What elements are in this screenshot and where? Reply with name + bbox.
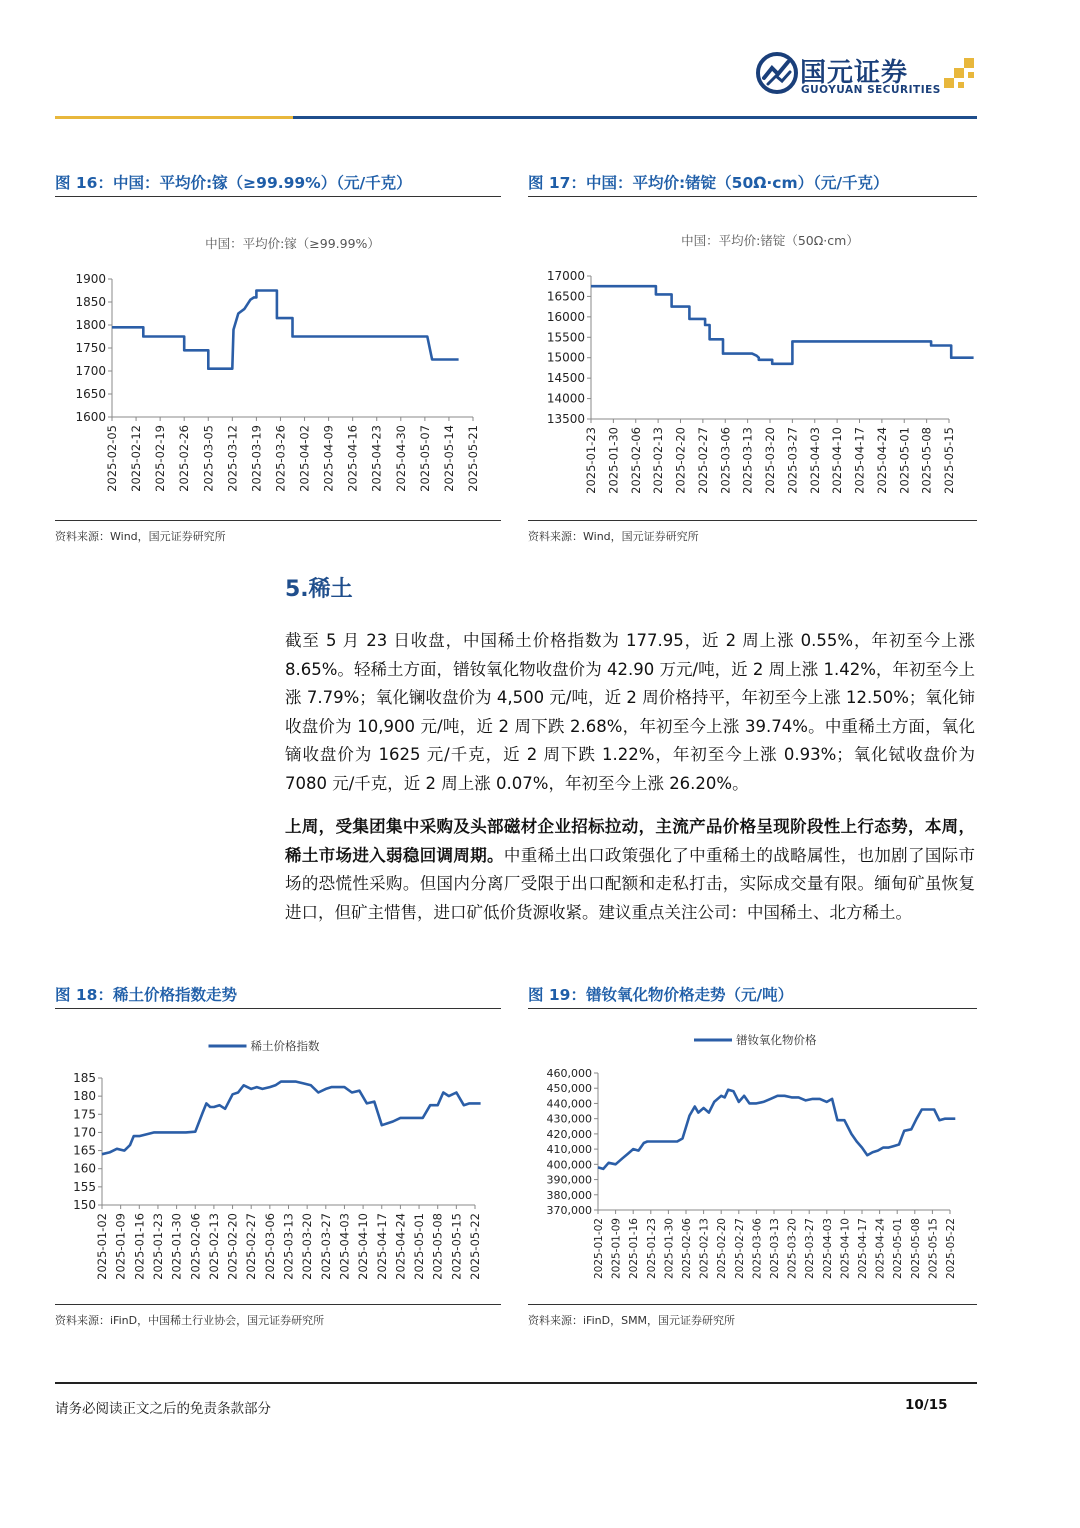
- series-line: [112, 291, 459, 369]
- y-tick-label: 1600: [75, 410, 106, 424]
- x-tick-label: 2025-01-30: [606, 427, 621, 494]
- x-tick-label: 2025-02-12: [129, 425, 144, 492]
- x-tick-label: 2025-02-13: [206, 1213, 221, 1280]
- y-tick-label: 165: [73, 1143, 96, 1158]
- x-tick-label: 2025-04-10: [839, 1218, 852, 1280]
- x-tick-label: 2025-02-20: [225, 1213, 240, 1280]
- legend-label: 稀土价格指数: [250, 1039, 320, 1053]
- x-tick-label: 2025-05-14: [441, 425, 456, 492]
- y-tick-label: 16000: [546, 309, 585, 324]
- y-tick-label: 400,000: [546, 1158, 592, 1172]
- guoyuan-logo-icon: [756, 52, 798, 94]
- x-tick-label: 2025-02-06: [188, 1213, 203, 1280]
- y-tick-label: 1700: [75, 364, 106, 378]
- x-tick-label: 2025-01-16: [132, 1213, 147, 1280]
- x-tick-label: 2025-04-17: [374, 1213, 389, 1280]
- x-tick-label: 2025-05-01: [897, 427, 912, 494]
- fig19-source: 资料来源：iFinD，SMM，国元证券研究所: [528, 1314, 736, 1327]
- fig19-chart: [528, 1030, 977, 1300]
- header-rule-gold: [55, 116, 293, 119]
- section-paragraph-1: 截至 5 月 23 日收盘，中国稀土价格指数为 177.95，近 2 周上涨 0.55%，年初至今上涨 8.65%。轻稀土方面，镨钕氧化物收盘价为 42.90 万元/吨，近 2 周上涨 1.42%，年初至今上涨 7.79%；氧化镧收盘价为 4,500 元/吨，近 2 周价格持平，年初至今上涨 12.50%；氧化铈收盘价为 10,900 元/吨，近 2 周下跌 2.68%，年初至今上涨 39.74%。中重稀土方面，氧化镝收盘价为 1625 元/千克，近 2 周下跌 1.22%，年初至今上涨 0.93%；氧化铽收盘价为 7080 元/千克，近 2 周上涨 0.07%，年初至今上涨 26.20%。: [285, 631, 975, 793]
- x-tick-label: 2025-03-06: [751, 1218, 764, 1280]
- x-tick-label: 2025-05-01: [412, 1213, 427, 1280]
- x-tick-label: 2025-02-13: [698, 1218, 711, 1280]
- x-tick-label: 2025-04-09: [321, 425, 336, 492]
- footer-rule: [55, 1382, 977, 1384]
- x-tick-label: 2025-01-23: [584, 427, 598, 494]
- x-tick-label: 2025-03-26: [273, 425, 288, 492]
- fig18-title: 图 18：稀土价格指数走势: [55, 986, 237, 1004]
- legend-label: 镨钕氧化物价格: [736, 1033, 817, 1047]
- x-tick-label: 2025-01-23: [645, 1218, 658, 1280]
- x-tick-label: 2025-02-27: [733, 1218, 746, 1280]
- y-tick-label: 170: [73, 1125, 96, 1140]
- fig16-source: 资料来源：Wind，国元证券研究所: [55, 530, 226, 543]
- x-tick-label: 2025-01-02: [95, 1213, 109, 1280]
- x-tick-label: 2025-03-06: [262, 1213, 277, 1280]
- x-tick-label: 2025-05-08: [919, 427, 934, 494]
- fig17-source: 资料来源：Wind，国元证券研究所: [528, 530, 699, 543]
- y-tick-label: 160: [73, 1161, 96, 1176]
- fig16-divider: [55, 196, 501, 197]
- fig17-bottom-rule: [528, 520, 977, 521]
- y-tick-label: 13500: [546, 412, 585, 426]
- y-tick-label: 1750: [75, 341, 106, 355]
- logo-text-en: GUOYUAN SECURITIES: [801, 84, 941, 96]
- header-rule-blue: [293, 116, 977, 119]
- series-line: [591, 286, 974, 364]
- x-tick-label: 2025-04-30: [393, 425, 408, 492]
- x-tick-label: 2025-04-17: [857, 1218, 869, 1280]
- fig19-bottom-rule: [528, 1304, 977, 1305]
- y-tick-label: 16500: [546, 289, 585, 304]
- x-tick-label: 2025-02-27: [695, 427, 710, 494]
- y-tick-label: 155: [73, 1179, 96, 1194]
- x-tick-label: 2025-03-13: [740, 427, 755, 494]
- x-tick-label: 2025-05-08: [909, 1218, 922, 1280]
- x-tick-label: 2025-04-10: [356, 1213, 371, 1280]
- series-line: [102, 1082, 481, 1155]
- y-tick-label: 1650: [75, 387, 106, 401]
- fig16-bottom-rule: [55, 520, 501, 521]
- y-tick-label: 17000: [546, 269, 585, 283]
- chart-title: 中国：平均价:锗锭（50Ω·cm）: [681, 233, 859, 248]
- x-tick-label: 2025-03-19: [249, 425, 264, 492]
- y-tick-label: 420,000: [546, 1127, 592, 1141]
- x-tick-label: 2025-02-20: [673, 427, 688, 494]
- x-tick-label: 2025-04-17: [852, 427, 867, 494]
- y-tick-label: 175: [73, 1107, 96, 1122]
- y-tick-label: 410,000: [546, 1143, 592, 1157]
- y-tick-label: 14500: [546, 371, 585, 386]
- x-tick-label: 2025-03-13: [769, 1218, 781, 1280]
- x-tick-label: 2025-03-13: [281, 1213, 296, 1280]
- footer-disclaimer: 请务必阅读正文之后的免责条款部分: [55, 1401, 271, 1417]
- y-tick-label: 460,000: [546, 1067, 592, 1080]
- x-tick-label: 2025-02-27: [244, 1213, 259, 1280]
- x-tick-label: 2025-03-27: [318, 1213, 333, 1280]
- paragraph-2-bold: 上周，受集团集中采购及头部磁材企业招标拉动，主流产品价格呈现阶段性上行态势，本周，稀土市场进入弱稳回调周期。: [285, 817, 975, 865]
- x-tick-label: 2025-01-09: [610, 1218, 623, 1280]
- x-tick-label: 2025-01-23: [150, 1213, 165, 1280]
- x-tick-label: 2025-01-30: [169, 1213, 184, 1280]
- x-tick-label: 2025-01-02: [593, 1218, 605, 1280]
- fig16-title: 图 16：中国：平均价:镓（≥99.99%）（元/千克）: [55, 174, 412, 192]
- y-tick-label: 14000: [546, 391, 585, 406]
- x-tick-label: 2025-01-30: [663, 1218, 676, 1280]
- x-tick-label: 2025-01-09: [113, 1213, 128, 1280]
- x-tick-label: 2025-05-08: [430, 1213, 445, 1280]
- x-tick-label: 2025-04-10: [830, 427, 845, 494]
- x-tick-label: 2025-05-15: [449, 1213, 464, 1280]
- chart-title: 中国：平均价:镓（≥99.99%）: [205, 236, 380, 251]
- x-tick-label: 2025-02-26: [177, 425, 192, 492]
- x-tick-label: 2025-05-15: [942, 427, 956, 494]
- x-tick-label: 2025-04-24: [874, 1218, 887, 1280]
- x-tick-label: 2025-04-24: [393, 1213, 408, 1280]
- x-tick-label: 2025-02-06: [681, 1218, 693, 1280]
- fig18-bottom-rule: [55, 1304, 501, 1305]
- x-tick-label: 2025-02-05: [105, 425, 119, 492]
- y-tick-label: 15000: [546, 350, 585, 365]
- series-line: [598, 1090, 955, 1169]
- y-tick-label: 180: [73, 1089, 96, 1104]
- x-tick-label: 2025-05-21: [466, 425, 480, 492]
- x-tick-label: 2025-02-06: [628, 427, 643, 494]
- x-tick-label: 2025-03-12: [225, 425, 240, 492]
- x-tick-label: 2025-02-20: [716, 1218, 729, 1280]
- fig18-divider: [55, 1008, 501, 1009]
- x-tick-label: 2025-04-24: [874, 427, 889, 494]
- x-tick-label: 2025-04-03: [821, 1218, 834, 1280]
- page-number: 10/15: [905, 1397, 948, 1413]
- x-tick-label: 2025-03-06: [718, 427, 733, 494]
- x-tick-label: 2025-05-01: [892, 1218, 905, 1280]
- y-tick-label: 150: [73, 1198, 96, 1212]
- x-tick-label: 2025-04-03: [807, 427, 822, 494]
- fig16-chart: [55, 226, 501, 516]
- section-paragraph-2: [285, 813, 975, 927]
- x-tick-label: 2025-05-22: [945, 1218, 957, 1280]
- y-tick-label: 440,000: [546, 1097, 592, 1111]
- y-tick-label: 430,000: [546, 1112, 592, 1126]
- fig18-source: 资料来源：iFinD，中国稀土行业协会，国元证券研究所: [55, 1314, 325, 1327]
- x-tick-label: 2025-03-05: [201, 425, 216, 492]
- fig19-divider: [528, 1008, 977, 1009]
- x-tick-label: 2025-03-27: [785, 427, 800, 494]
- x-tick-label: 2025-04-02: [297, 425, 312, 492]
- y-tick-label: 1900: [75, 272, 106, 286]
- x-tick-label: 2025-02-13: [651, 427, 666, 494]
- fig19-title: 图 19：镨钕氧化物价格走势（元/吨）: [528, 986, 794, 1004]
- paragraph-2-rest: 中重稀土出口政策强化了中重稀土的战略属性，也加剧了国际市场的恐慌性采购。但国内分离厂受限于出口配额和走私打击，实际成交量有限。缅甸矿虽恢复进口，但矿主惜售，进口矿低价货源收紧。建议重点关注公司：中国稀土、北方稀土。: [285, 845, 976, 922]
- x-tick-label: 2025-05-07: [417, 425, 432, 492]
- y-tick-label: 370,000: [546, 1204, 592, 1217]
- section-title: 5.稀土: [285, 577, 353, 602]
- y-tick-label: 1850: [75, 295, 106, 309]
- fig18-chart: [55, 1030, 501, 1300]
- x-tick-label: 2025-04-03: [337, 1213, 352, 1280]
- y-tick-label: 450,000: [546, 1082, 592, 1096]
- x-tick-label: 2025-05-15: [927, 1218, 940, 1280]
- x-tick-label: 2025-03-20: [300, 1213, 315, 1280]
- x-tick-label: 2025-03-27: [804, 1218, 817, 1280]
- x-tick-label: 2025-02-19: [153, 425, 168, 492]
- y-tick-label: 380,000: [546, 1188, 592, 1202]
- x-tick-label: 2025-03-20: [763, 427, 777, 494]
- x-tick-label: 2025-04-16: [345, 425, 360, 492]
- x-tick-label: 2025-01-16: [628, 1218, 641, 1280]
- x-tick-label: 2025-04-23: [369, 425, 384, 492]
- logo-stairs-icon: [940, 56, 980, 96]
- fig17-chart: [528, 226, 977, 516]
- logo-text-cn: 国元证券: [800, 58, 909, 88]
- x-tick-label: 2025-03-20: [786, 1218, 799, 1280]
- fig17-divider: [528, 196, 977, 197]
- y-tick-label: 390,000: [546, 1173, 592, 1187]
- y-tick-label: 1800: [75, 318, 106, 332]
- fig17-title: 图 17：中国：平均价:锗锭（50Ω·cm）（元/千克）: [528, 174, 889, 192]
- y-tick-label: 15500: [546, 330, 585, 345]
- y-tick-label: 185: [73, 1071, 96, 1085]
- x-tick-label: 2025-05-22: [468, 1213, 482, 1280]
